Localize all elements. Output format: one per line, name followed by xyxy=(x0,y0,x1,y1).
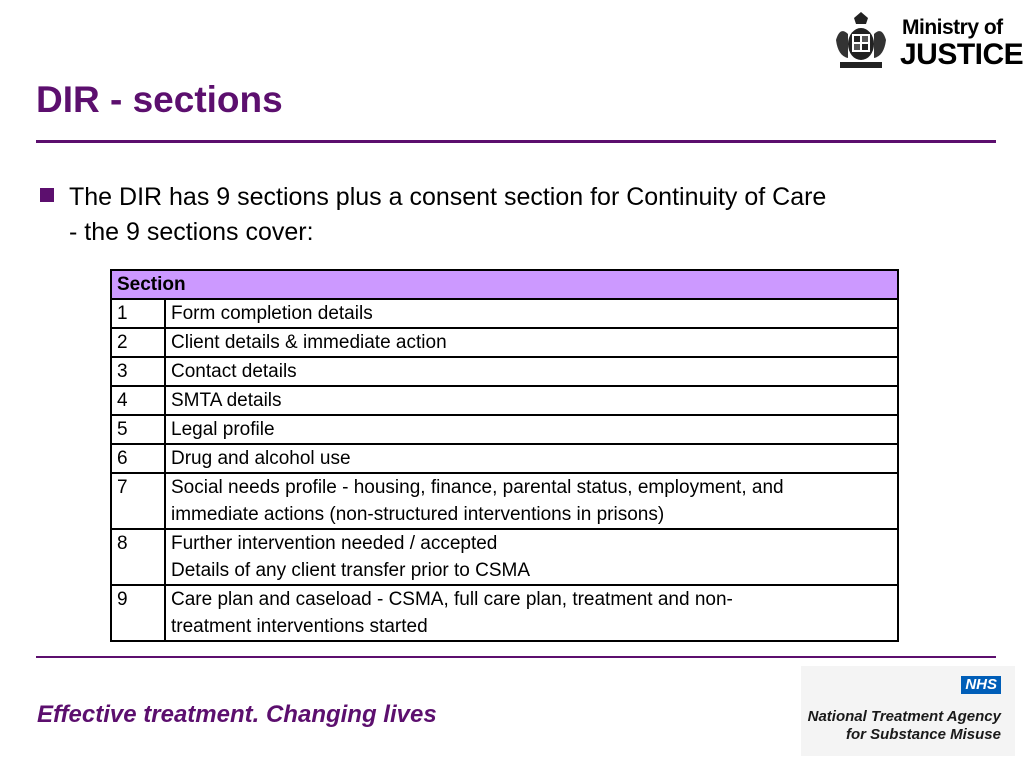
nhs-badge: NHS xyxy=(961,676,1001,694)
section-description-line: SMTA details xyxy=(171,390,282,411)
section-number: 6 xyxy=(111,444,165,473)
section-number: 4 xyxy=(111,386,165,415)
table-header-row xyxy=(111,270,898,299)
sections-table xyxy=(110,269,899,642)
bullet-line-2: - the 9 sections cover: xyxy=(69,218,314,246)
section-description-line: Legal profile xyxy=(171,419,275,440)
section-number: 3 xyxy=(111,357,165,386)
section-number: 8 xyxy=(111,529,165,585)
logo-text-justice: JUSTICE xyxy=(900,38,1024,71)
section-description xyxy=(165,585,898,641)
table-row xyxy=(111,357,898,386)
section-description xyxy=(165,529,898,585)
section-description xyxy=(165,386,898,415)
slide-title: DIR - sections xyxy=(36,79,283,120)
footer-divider xyxy=(36,656,996,658)
section-description-line: immediate actions (non-structured interventions in prisons) xyxy=(171,504,665,525)
nta-name xyxy=(808,708,1001,744)
title-divider xyxy=(36,140,996,143)
nta-name-line-1: National Treatment Agency xyxy=(807,708,1001,725)
section-description xyxy=(165,328,898,357)
section-description xyxy=(165,357,898,386)
footer-tagline: Effective treatment. Changing lives xyxy=(37,701,437,728)
table-header-cell: Section xyxy=(111,270,898,299)
bullet-point xyxy=(40,180,980,250)
section-description-line: Client details & immediate action xyxy=(171,332,447,353)
section-description-line: Care plan and caseload - CSMA, full care plan, treatment and non- xyxy=(171,589,733,610)
section-number: 5 xyxy=(111,415,165,444)
section-description-line: Form completion details xyxy=(171,303,373,324)
section-number: 1 xyxy=(111,299,165,328)
bullet-line-1: The DIR has 9 sections plus a consent section for Continuity of Care xyxy=(69,183,827,211)
section-number: 9 xyxy=(111,585,165,641)
nta-logo xyxy=(801,666,1015,756)
table-row xyxy=(111,328,898,357)
section-description xyxy=(165,415,898,444)
nta-name-line-2: for Substance Misuse xyxy=(845,726,1001,743)
square-bullet-icon xyxy=(40,188,54,202)
section-description xyxy=(165,299,898,328)
section-description xyxy=(165,444,898,473)
table-row xyxy=(111,529,898,585)
table-row xyxy=(111,473,898,529)
table-row xyxy=(111,299,898,328)
section-description-line: Details of any client transfer prior to CSMA xyxy=(171,560,531,581)
section-description-line: Social needs profile - housing, finance, parental status, employment, and xyxy=(171,477,784,498)
bullet-text xyxy=(40,180,980,250)
logo-text-ministry: Ministry of xyxy=(902,16,1003,39)
section-number: 2 xyxy=(111,328,165,357)
section-number: 7 xyxy=(111,473,165,529)
table-row xyxy=(111,415,898,444)
section-description-line: Further intervention needed / accepted xyxy=(171,533,498,554)
ministry-of-justice-logo xyxy=(832,10,1024,72)
royal-crest-icon xyxy=(832,10,890,72)
table-row xyxy=(111,386,898,415)
table-row xyxy=(111,585,898,641)
table-row xyxy=(111,444,898,473)
section-description-line: Drug and alcohol use xyxy=(171,448,351,469)
section-description-line: Contact details xyxy=(171,361,297,382)
section-description-line: treatment interventions started xyxy=(171,616,428,637)
section-description xyxy=(165,473,898,529)
